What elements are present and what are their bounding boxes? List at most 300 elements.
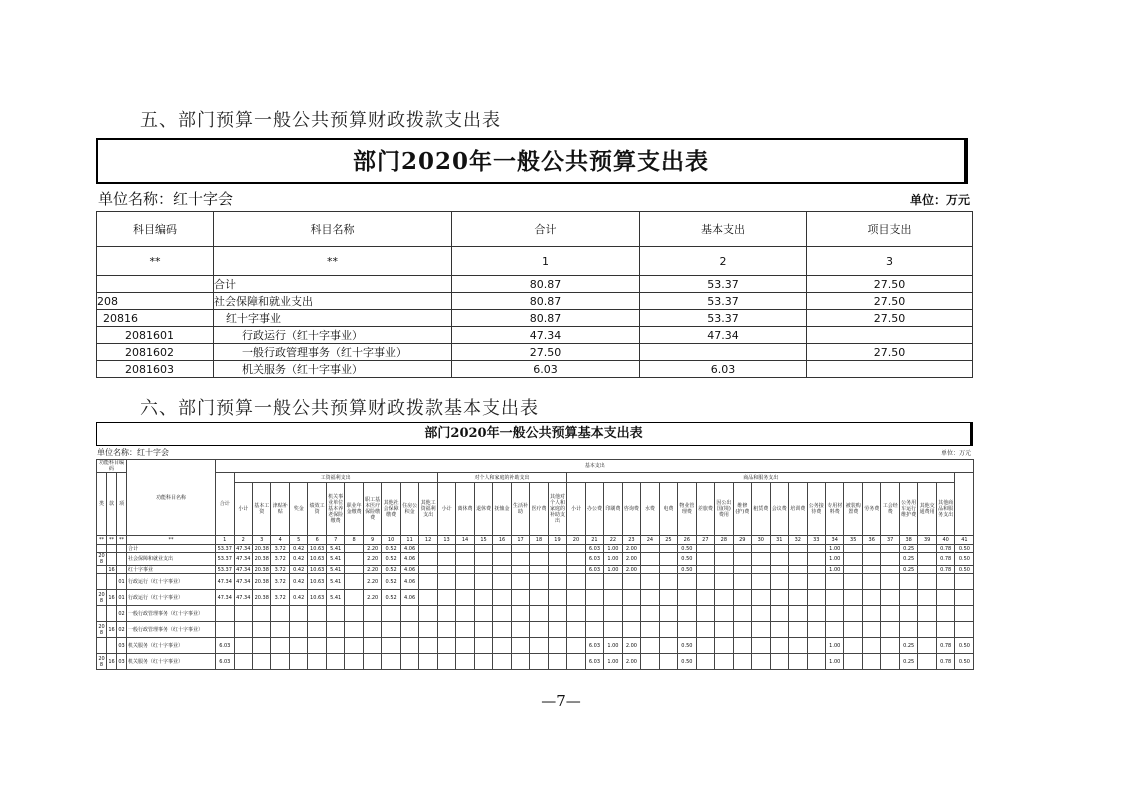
- table2-value-cell: [271, 654, 289, 670]
- table2-value-cell: [216, 622, 234, 638]
- table2-value-cell: [918, 553, 936, 566]
- table1-code-cell: 2081602: [97, 344, 214, 361]
- table2-value-cell: [234, 622, 252, 638]
- table2-value-cell: [659, 654, 677, 670]
- table2-value-cell: 0.42: [289, 545, 307, 553]
- table2-value-cell: [715, 553, 733, 566]
- table2-row: [97, 638, 974, 654]
- table2-value-cell: [696, 622, 714, 638]
- table2-row: [97, 654, 974, 670]
- table2-value-cell: [918, 638, 936, 654]
- table2-index-num: 36: [862, 536, 880, 545]
- table2-value-cell: [862, 654, 880, 670]
- table2-func-code-header: 功能科目编码: [97, 460, 127, 473]
- table1-header-row: [97, 212, 973, 247]
- table2-value-cell: 47.34: [234, 545, 252, 553]
- table2-value-cell: [770, 606, 788, 622]
- table2-value-cell: [289, 654, 307, 670]
- table2-value-cell: [789, 574, 807, 590]
- table2-value-cell: 20.38: [252, 566, 270, 574]
- table2-value-cell: [567, 574, 585, 590]
- table2-value-cell: [752, 566, 770, 574]
- table2-goods-col-header: 因公出国(境)费用: [715, 483, 733, 536]
- table2-value-cell: [641, 590, 659, 606]
- table2-value-cell: [844, 606, 862, 622]
- table2-value-cell: [511, 590, 529, 606]
- table2-value-cell: 47.34: [216, 590, 234, 606]
- table2-value-cell: 1.00: [604, 545, 622, 553]
- table2-value-cell: [308, 638, 326, 654]
- table2-value-cell: [345, 566, 363, 574]
- table2-wage-col-header: 职业年金缴费: [345, 483, 363, 536]
- table2-value-cell: [899, 622, 917, 638]
- table2-index-num: 4: [271, 536, 289, 545]
- table2-class-cell: [97, 566, 107, 574]
- table2-value-cell: [530, 622, 548, 638]
- table1-index-cell: 3: [807, 247, 973, 276]
- table2-value-cell: [844, 638, 862, 654]
- table2-value-cell: [604, 574, 622, 590]
- table2-sub-cell: 16: [108, 566, 115, 573]
- table2-value-cell: [862, 574, 880, 590]
- table2-value-cell: [493, 638, 511, 654]
- table2-value-cell: [511, 553, 529, 566]
- table2-wage-col-header: 小计: [234, 483, 252, 536]
- table2-value-cell: [400, 654, 418, 670]
- table2-value-cell: [678, 606, 696, 622]
- table2-value-cell: [345, 574, 363, 590]
- table2-value-cell: [715, 566, 733, 574]
- table2-value-cell: [862, 553, 880, 566]
- table2-value-cell: [363, 606, 381, 622]
- table2-value-cell: [567, 654, 585, 670]
- table2-value-cell: [456, 545, 474, 553]
- table2-value-cell: [345, 606, 363, 622]
- table2-value-cell: [678, 590, 696, 606]
- table2-value-cell: [548, 590, 566, 606]
- table2-value-cell: [789, 638, 807, 654]
- table2-value-cell: [271, 606, 289, 622]
- table2-value-cell: 4.06: [400, 590, 418, 606]
- table2-value-cell: [715, 638, 733, 654]
- table2-index-star: **: [127, 536, 216, 545]
- table1-name-cell: 一般行政管理事务（红十字事业）: [214, 344, 452, 361]
- table2-value-cell: [456, 574, 474, 590]
- table2-value-cell: [826, 574, 844, 590]
- table1-basic-cell: [640, 344, 807, 361]
- table2-class-cell: 208: [98, 623, 105, 636]
- table2-value-cell: 3.72: [271, 590, 289, 606]
- table2-name-cell: 机关服务（红十字事业）: [127, 638, 216, 654]
- table2-value-cell: [474, 590, 492, 606]
- table2-value-cell: [789, 622, 807, 638]
- table2-value-cell: [456, 590, 474, 606]
- table2-value-cell: [474, 566, 492, 574]
- table2-value-cell: [715, 574, 733, 590]
- table2-item-cell: 03: [117, 654, 127, 670]
- table2-wage-col-header: 其他工资福利支出: [419, 483, 437, 536]
- table2-value-cell: [567, 566, 585, 574]
- table2-value-cell: [807, 622, 825, 638]
- table2-value-cell: [641, 654, 659, 670]
- table1-total-cell: 80.87: [452, 293, 640, 310]
- table2-value-cell: [530, 553, 548, 566]
- table2-wage-col-header: 绩效工资: [308, 483, 326, 536]
- table2-value-cell: [622, 574, 640, 590]
- table2-value-cell: 0.50: [678, 638, 696, 654]
- table2-value-cell: 0.42: [289, 590, 307, 606]
- table2-value-cell: 0.50: [678, 654, 696, 670]
- table2-personal-col-header: 生活补助: [511, 483, 529, 536]
- table2-value-cell: [382, 654, 400, 670]
- table2-value-cell: [641, 545, 659, 553]
- table2-goods-group-header: 商品和服务支出: [567, 473, 955, 483]
- table2-value-cell: [326, 606, 344, 622]
- table2-value-cell: 0.52: [382, 566, 400, 574]
- table2-value-cell: 53.37: [216, 566, 234, 574]
- table2-value-cell: [752, 590, 770, 606]
- table1-project-cell: 27.50: [807, 344, 973, 361]
- table2-value-cell: [456, 654, 474, 670]
- table2-value-cell: 0.42: [289, 574, 307, 590]
- table2-total-header: 合计: [216, 473, 234, 536]
- table2-value-cell: [789, 654, 807, 670]
- table2-value-cell: 0.52: [382, 574, 400, 590]
- table2-value-cell: 2.20: [363, 574, 381, 590]
- table2-kind-header: 项: [117, 473, 127, 536]
- table1-row: [97, 344, 973, 361]
- table2-index-num: 3: [252, 536, 270, 545]
- table2-row: [97, 606, 974, 622]
- table2-value-cell: [918, 654, 936, 670]
- table2-value-cell: 3.72: [271, 553, 289, 566]
- table2-value-cell: 0.25: [899, 553, 917, 566]
- table2-value-cell: [493, 553, 511, 566]
- table2-index-num: 38: [899, 536, 917, 545]
- table2-value-cell: [271, 622, 289, 638]
- table2-value-cell: [752, 606, 770, 622]
- table2-value-cell: [807, 553, 825, 566]
- table2-class-cell: [97, 606, 107, 622]
- table2-value-cell: 0.25: [899, 545, 917, 553]
- table2-value-cell: [936, 590, 954, 606]
- table1-basic-cell: 53.37: [640, 276, 807, 293]
- table1-code-cell: 208: [97, 293, 214, 310]
- table2-row: [97, 545, 974, 553]
- table2-unit-name: 单位名称：红十字会: [97, 448, 169, 457]
- table2-wage-col-header: 机关事业单位基本养老保险缴费: [326, 483, 344, 536]
- table2-value-cell: [659, 574, 677, 590]
- table2-value-cell: 5.41: [326, 566, 344, 574]
- table2-index-num: 11: [400, 536, 418, 545]
- table2-goods-col-header: 工会经费: [881, 483, 899, 536]
- table2-value-cell: [289, 622, 307, 638]
- table2-index-num: 29: [733, 536, 751, 545]
- table2-value-cell: [826, 606, 844, 622]
- table2-value-cell: [548, 574, 566, 590]
- table2-index-num: 25: [659, 536, 677, 545]
- table1-project-cell: 27.50: [807, 293, 973, 310]
- table2-value-cell: [678, 574, 696, 590]
- table2-value-cell: 0.50: [955, 566, 974, 574]
- table2-value-cell: [936, 574, 954, 590]
- table2-name-cell: 机关服务（红十字事业）: [127, 654, 216, 670]
- table2-kind-header: 款: [107, 473, 117, 536]
- table2-item-cell: 02: [117, 622, 127, 638]
- table2-value-cell: 1.00: [604, 654, 622, 670]
- table1-name-cell: 社会保障和就业支出: [214, 293, 452, 310]
- table2-value-cell: [789, 566, 807, 574]
- table2-value-cell: [530, 590, 548, 606]
- table2-index-num: 23: [622, 536, 640, 545]
- table2-value-cell: [733, 590, 751, 606]
- table2-value-cell: [826, 590, 844, 606]
- table2-value-cell: 1.00: [826, 654, 844, 670]
- table2-value-cell: [918, 590, 936, 606]
- table2-index-num: 9: [363, 536, 381, 545]
- table2-value-cell: [604, 622, 622, 638]
- table2-value-cell: [862, 545, 880, 553]
- table2-value-cell: 2.20: [363, 545, 381, 553]
- table2-value-cell: [511, 566, 529, 574]
- table2-goods-col-header: 印刷费: [604, 483, 622, 536]
- table1-unit-row: [96, 186, 972, 208]
- table2-value-cell: [511, 574, 529, 590]
- table2-value-cell: [844, 566, 862, 574]
- table2-value-cell: 2.00: [622, 654, 640, 670]
- table2-item-cell: 02: [117, 606, 127, 622]
- table2-index-num: 26: [678, 536, 696, 545]
- table2-value-cell: [548, 566, 566, 574]
- table2-value-cell: [456, 566, 474, 574]
- table2-value-cell: [530, 638, 548, 654]
- table2-value-cell: [955, 590, 974, 606]
- table2-value-cell: 4.06: [400, 553, 418, 566]
- table2-value-cell: [752, 622, 770, 638]
- table2-value-cell: [659, 622, 677, 638]
- table2-grid: [96, 459, 974, 670]
- table2-value-cell: [715, 622, 733, 638]
- table2-value-cell: [659, 545, 677, 553]
- table2-goods-col-header: 会议费: [770, 483, 788, 536]
- table2-value-cell: [696, 654, 714, 670]
- table1-name-cell: 合计: [214, 276, 452, 293]
- table2-value-cell: [844, 553, 862, 566]
- table2-name-cell: 行政运行（红十字事业）: [127, 574, 216, 590]
- table1-code-cell: 2081601: [97, 327, 214, 344]
- table2-sub-cell: [107, 553, 117, 566]
- table2-value-cell: [733, 574, 751, 590]
- table2-value-cell: [789, 553, 807, 566]
- table2-value-cell: 0.50: [955, 654, 974, 670]
- table2-value-cell: 0.52: [382, 590, 400, 606]
- table2-value-cell: 0.78: [936, 545, 954, 553]
- table2-name-cell: 社会保障和就业支出: [127, 553, 216, 566]
- table2-value-cell: [752, 654, 770, 670]
- table2-index-num: 17: [511, 536, 529, 545]
- table2-value-cell: 4.06: [400, 566, 418, 574]
- table2-personal-col-header: 退休费: [474, 483, 492, 536]
- table2-value-cell: [899, 574, 917, 590]
- table2-value-cell: [456, 638, 474, 654]
- table2-value-cell: 3.72: [271, 574, 289, 590]
- table2-value-cell: 2.00: [622, 545, 640, 553]
- table2-value-cell: [641, 606, 659, 622]
- table2-value-cell: [696, 590, 714, 606]
- table2-value-cell: [752, 553, 770, 566]
- table2-value-cell: [899, 606, 917, 622]
- table2-value-cell: 0.50: [955, 638, 974, 654]
- table2-value-cell: 6.03: [585, 545, 603, 553]
- table2-wage-col-header: 其他社会保障缴费: [382, 483, 400, 536]
- table2-index-num: 7: [326, 536, 344, 545]
- table2-value-cell: [862, 622, 880, 638]
- table2-value-cell: 0.50: [955, 553, 974, 566]
- table2-value-cell: 2.20: [363, 553, 381, 566]
- table2-class-cell: 208: [98, 553, 105, 565]
- table2-value-cell: [419, 590, 437, 606]
- table2-class-cell: [97, 545, 107, 553]
- table2-value-cell: [604, 590, 622, 606]
- table2-index-num: 41: [955, 536, 974, 545]
- table2-index-num: 39: [918, 536, 936, 545]
- table2-value-cell: [733, 566, 751, 574]
- table2-value-cell: [234, 606, 252, 622]
- table2-value-cell: [585, 622, 603, 638]
- table2-goods-col-header: 公务用车运行维护费: [899, 483, 917, 536]
- table2-header-spacer: [955, 473, 974, 536]
- table2-value-cell: [511, 638, 529, 654]
- table2-value-cell: [308, 622, 326, 638]
- table2-value-cell: [881, 553, 899, 566]
- table2-value-cell: 0.50: [678, 545, 696, 553]
- table2-value-cell: [511, 622, 529, 638]
- table2-value-cell: [918, 574, 936, 590]
- table2-value-cell: 5.41: [326, 590, 344, 606]
- table2-goods-col-header: 公务接待费: [807, 483, 825, 536]
- table1-header-cell: 合计: [452, 212, 640, 247]
- table2-value-cell: 0.50: [955, 545, 974, 553]
- table2-personal-col-header: 离休费: [456, 483, 474, 536]
- table2-value-cell: [770, 590, 788, 606]
- table2-value-cell: [308, 606, 326, 622]
- table2-value-cell: 20.38: [252, 574, 270, 590]
- table2-index-num: 35: [844, 536, 862, 545]
- table2-row: [97, 566, 974, 574]
- page-number: —7—: [541, 692, 581, 710]
- table2-value-cell: [696, 606, 714, 622]
- table1-title: 部门2020年一般公共预算支出表: [96, 138, 968, 184]
- table2-value-cell: [419, 545, 437, 553]
- table2-value-cell: [567, 622, 585, 638]
- table2-sub-cell: [107, 606, 117, 622]
- table2-value-cell: [345, 545, 363, 553]
- table1-row: [97, 361, 973, 378]
- table2-value-cell: [419, 606, 437, 622]
- table2-value-cell: 47.34: [234, 574, 252, 590]
- table2-value-cell: [474, 574, 492, 590]
- table1-total-cell: 27.50: [452, 344, 640, 361]
- table2-value-cell: [548, 622, 566, 638]
- table2-row: [97, 590, 974, 606]
- table2-value-cell: [936, 622, 954, 638]
- table2-name-cell: 行政运行（红十字事业）: [127, 590, 216, 606]
- table2-value-cell: [918, 606, 936, 622]
- table2-item-cell: 03: [117, 638, 127, 654]
- table2-value-cell: [530, 545, 548, 553]
- table1-total-cell: 47.34: [452, 327, 640, 344]
- table2-index-num: 37: [881, 536, 899, 545]
- table2-index-num: 13: [437, 536, 455, 545]
- table2-value-cell: [789, 545, 807, 553]
- table2-value-cell: [752, 638, 770, 654]
- table1-name-cell: 行政运行（红十字事业）: [214, 327, 452, 344]
- table2-value-cell: [437, 606, 455, 622]
- table2-index-num: 21: [585, 536, 603, 545]
- table2-value-cell: [807, 566, 825, 574]
- table2-goods-col-header: 培训费: [789, 483, 807, 536]
- table2-goods-col-header: 物业管理费: [678, 483, 696, 536]
- table2-value-cell: [696, 574, 714, 590]
- table2-value-cell: [659, 566, 677, 574]
- table2-value-cell: [326, 622, 344, 638]
- table2-goods-col-header: 电费: [659, 483, 677, 536]
- table2-value-cell: 3.72: [271, 566, 289, 574]
- table2-value-cell: [862, 590, 880, 606]
- table2-value-cell: [604, 606, 622, 622]
- table1-total-cell: 80.87: [452, 276, 640, 293]
- table2-index-num: 22: [604, 536, 622, 545]
- table2-value-cell: 47.34: [234, 553, 252, 566]
- table2-goods-col-header: 差旅费: [696, 483, 714, 536]
- table2-goods-col-header: 办公费: [585, 483, 603, 536]
- table2-item-cell: [117, 566, 127, 574]
- table2-value-cell: [548, 606, 566, 622]
- table2-index-num: 40: [936, 536, 954, 545]
- table2-value-cell: [881, 622, 899, 638]
- table2-value-cell: [474, 654, 492, 670]
- table2-value-cell: [252, 622, 270, 638]
- table2-value-cell: [659, 606, 677, 622]
- table2-value-cell: [622, 606, 640, 622]
- table2-value-cell: [493, 606, 511, 622]
- table2-sub-cell: 16: [107, 654, 117, 670]
- table2-value-cell: [881, 654, 899, 670]
- table2-value-cell: [363, 622, 381, 638]
- table2-index-num: 2: [234, 536, 252, 545]
- table2-item-cell: [117, 553, 127, 566]
- table2-header-row-2: [97, 473, 974, 483]
- table2-value-cell: [345, 590, 363, 606]
- table2-value-cell: [826, 622, 844, 638]
- table2-value-cell: 5.41: [326, 553, 344, 566]
- table1-code-cell: 20816: [97, 310, 214, 327]
- table2-value-cell: [715, 654, 733, 670]
- table2-value-cell: [696, 566, 714, 574]
- section-heading-6: 六、部门预算一般公共预算财政拨款基本支出表: [140, 398, 539, 419]
- table2-value-cell: [641, 553, 659, 566]
- table2-kind-header: 类: [97, 473, 107, 536]
- table2-value-cell: 6.03: [585, 638, 603, 654]
- table2-value-cell: [382, 638, 400, 654]
- table2-value-cell: [474, 622, 492, 638]
- table2-sub-cell: [107, 638, 117, 654]
- table1-basic-cell: 53.37: [640, 293, 807, 310]
- table2-value-cell: [881, 566, 899, 574]
- table2-value-cell: [511, 606, 529, 622]
- table2-value-cell: 1.00: [604, 566, 622, 574]
- table2-index-num: 18: [530, 536, 548, 545]
